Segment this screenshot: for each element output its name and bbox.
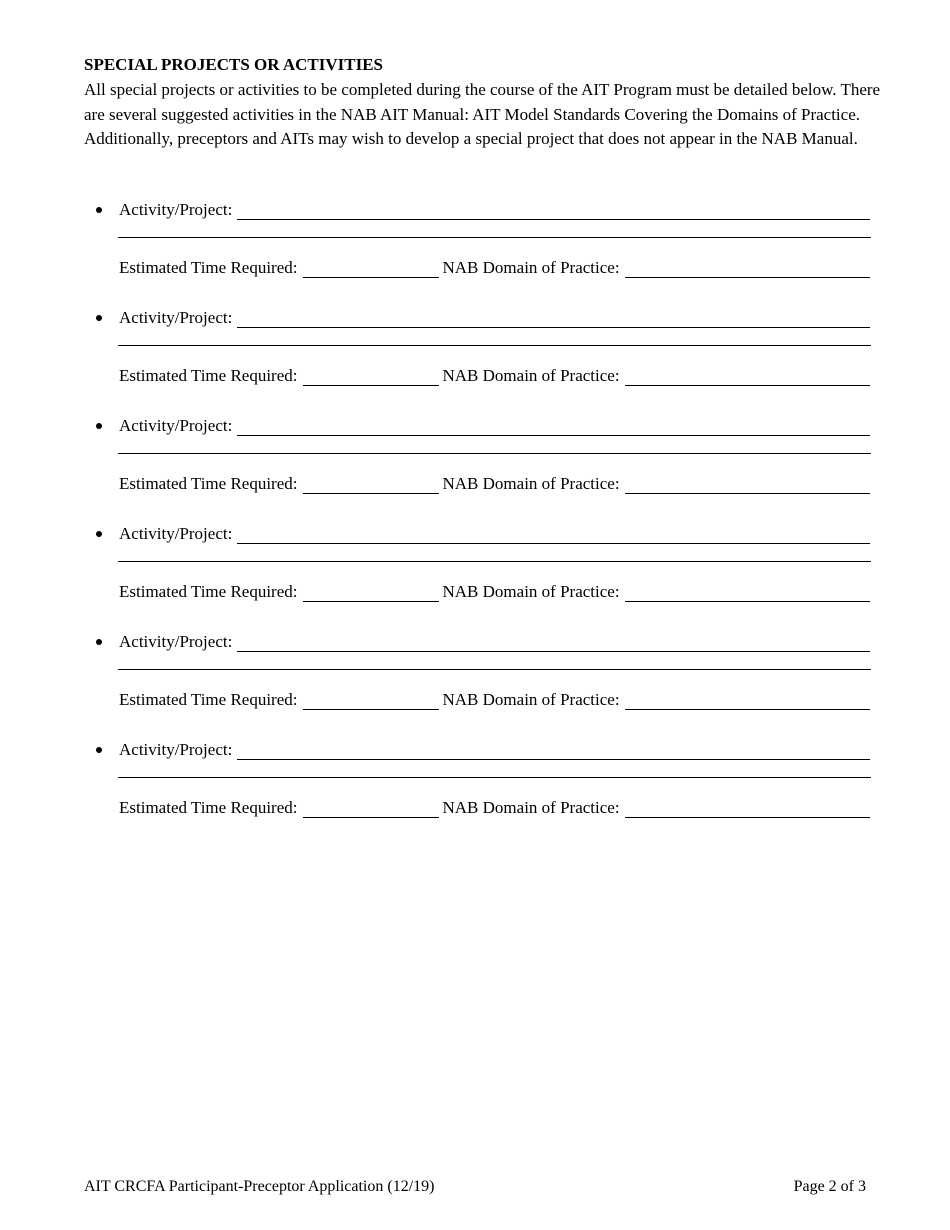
domain-label: NAB Domain of Practice: bbox=[442, 366, 620, 385]
time-field[interactable] bbox=[303, 584, 439, 602]
time-field[interactable] bbox=[303, 368, 439, 386]
activity-label: Activity/Project: bbox=[119, 740, 233, 759]
activity-label: Activity/Project: bbox=[119, 416, 233, 435]
activity-field[interactable] bbox=[237, 742, 870, 760]
activity-field-continuation[interactable] bbox=[118, 345, 871, 346]
time-label: Estimated Time Required: bbox=[119, 690, 298, 709]
bullet-icon bbox=[96, 639, 102, 645]
activity-label: Activity/Project: bbox=[119, 200, 233, 219]
activity-entry bbox=[0, 740, 950, 840]
activity-entry bbox=[0, 632, 950, 732]
time-field[interactable] bbox=[303, 800, 439, 818]
domain-field[interactable] bbox=[625, 368, 870, 386]
bullet-icon bbox=[96, 423, 102, 429]
domain-field[interactable] bbox=[625, 260, 870, 278]
footer-form-title: AIT CRCFA Participant-Preceptor Application (12/19) bbox=[84, 1178, 435, 1195]
time-label: Estimated Time Required: bbox=[119, 582, 298, 601]
time-label: Estimated Time Required: bbox=[119, 366, 298, 385]
activity-field-continuation[interactable] bbox=[118, 669, 871, 670]
domain-field[interactable] bbox=[625, 692, 870, 710]
bullet-icon bbox=[96, 531, 102, 537]
domain-label: NAB Domain of Practice: bbox=[442, 798, 620, 817]
domain-field[interactable] bbox=[625, 476, 870, 494]
section-heading: SPECIAL PROJECTS OR ACTIVITIES bbox=[84, 55, 384, 74]
activity-label: Activity/Project: bbox=[119, 632, 233, 651]
activity-entry bbox=[0, 416, 950, 516]
activity-field[interactable] bbox=[237, 418, 870, 436]
activity-field[interactable] bbox=[237, 202, 870, 220]
activity-field[interactable] bbox=[237, 310, 870, 328]
activity-field[interactable] bbox=[237, 634, 870, 652]
activity-field-continuation[interactable] bbox=[118, 237, 871, 238]
activity-label: Activity/Project: bbox=[119, 524, 233, 543]
activity-field[interactable] bbox=[237, 526, 870, 544]
time-label: Estimated Time Required: bbox=[119, 258, 298, 277]
activity-field-continuation[interactable] bbox=[118, 777, 871, 778]
footer-page-number: Page 2 of 3 bbox=[793, 1178, 866, 1195]
domain-label: NAB Domain of Practice: bbox=[442, 258, 620, 277]
domain-field[interactable] bbox=[625, 800, 870, 818]
bullet-icon bbox=[96, 315, 102, 321]
time-field[interactable] bbox=[303, 692, 439, 710]
domain-label: NAB Domain of Practice: bbox=[442, 582, 620, 601]
activity-entry bbox=[0, 200, 950, 300]
time-field[interactable] bbox=[303, 476, 439, 494]
time-label: Estimated Time Required: bbox=[119, 798, 298, 817]
activity-field-continuation[interactable] bbox=[118, 453, 871, 454]
time-field[interactable] bbox=[303, 260, 439, 278]
domain-field[interactable] bbox=[625, 584, 870, 602]
activity-field-continuation[interactable] bbox=[118, 561, 871, 562]
activity-entry bbox=[0, 308, 950, 408]
intro-paragraph: All special projects or activities to be completed during the course of the AIT Program must be detailed below. There are several suggested activities in the NAB AIT Manual: AIT Model Standards Covering the Domains of Practice. Additionally, preceptors and AITs may wish to develop a special project that does not appear in the NAB Manual. bbox=[84, 80, 881, 148]
activity-label: Activity/Project: bbox=[119, 308, 233, 327]
bullet-icon bbox=[96, 207, 102, 213]
activity-entry bbox=[0, 524, 950, 624]
domain-label: NAB Domain of Practice: bbox=[442, 474, 620, 493]
bullet-icon bbox=[96, 747, 102, 753]
domain-label: NAB Domain of Practice: bbox=[442, 690, 620, 709]
time-label: Estimated Time Required: bbox=[119, 474, 298, 493]
